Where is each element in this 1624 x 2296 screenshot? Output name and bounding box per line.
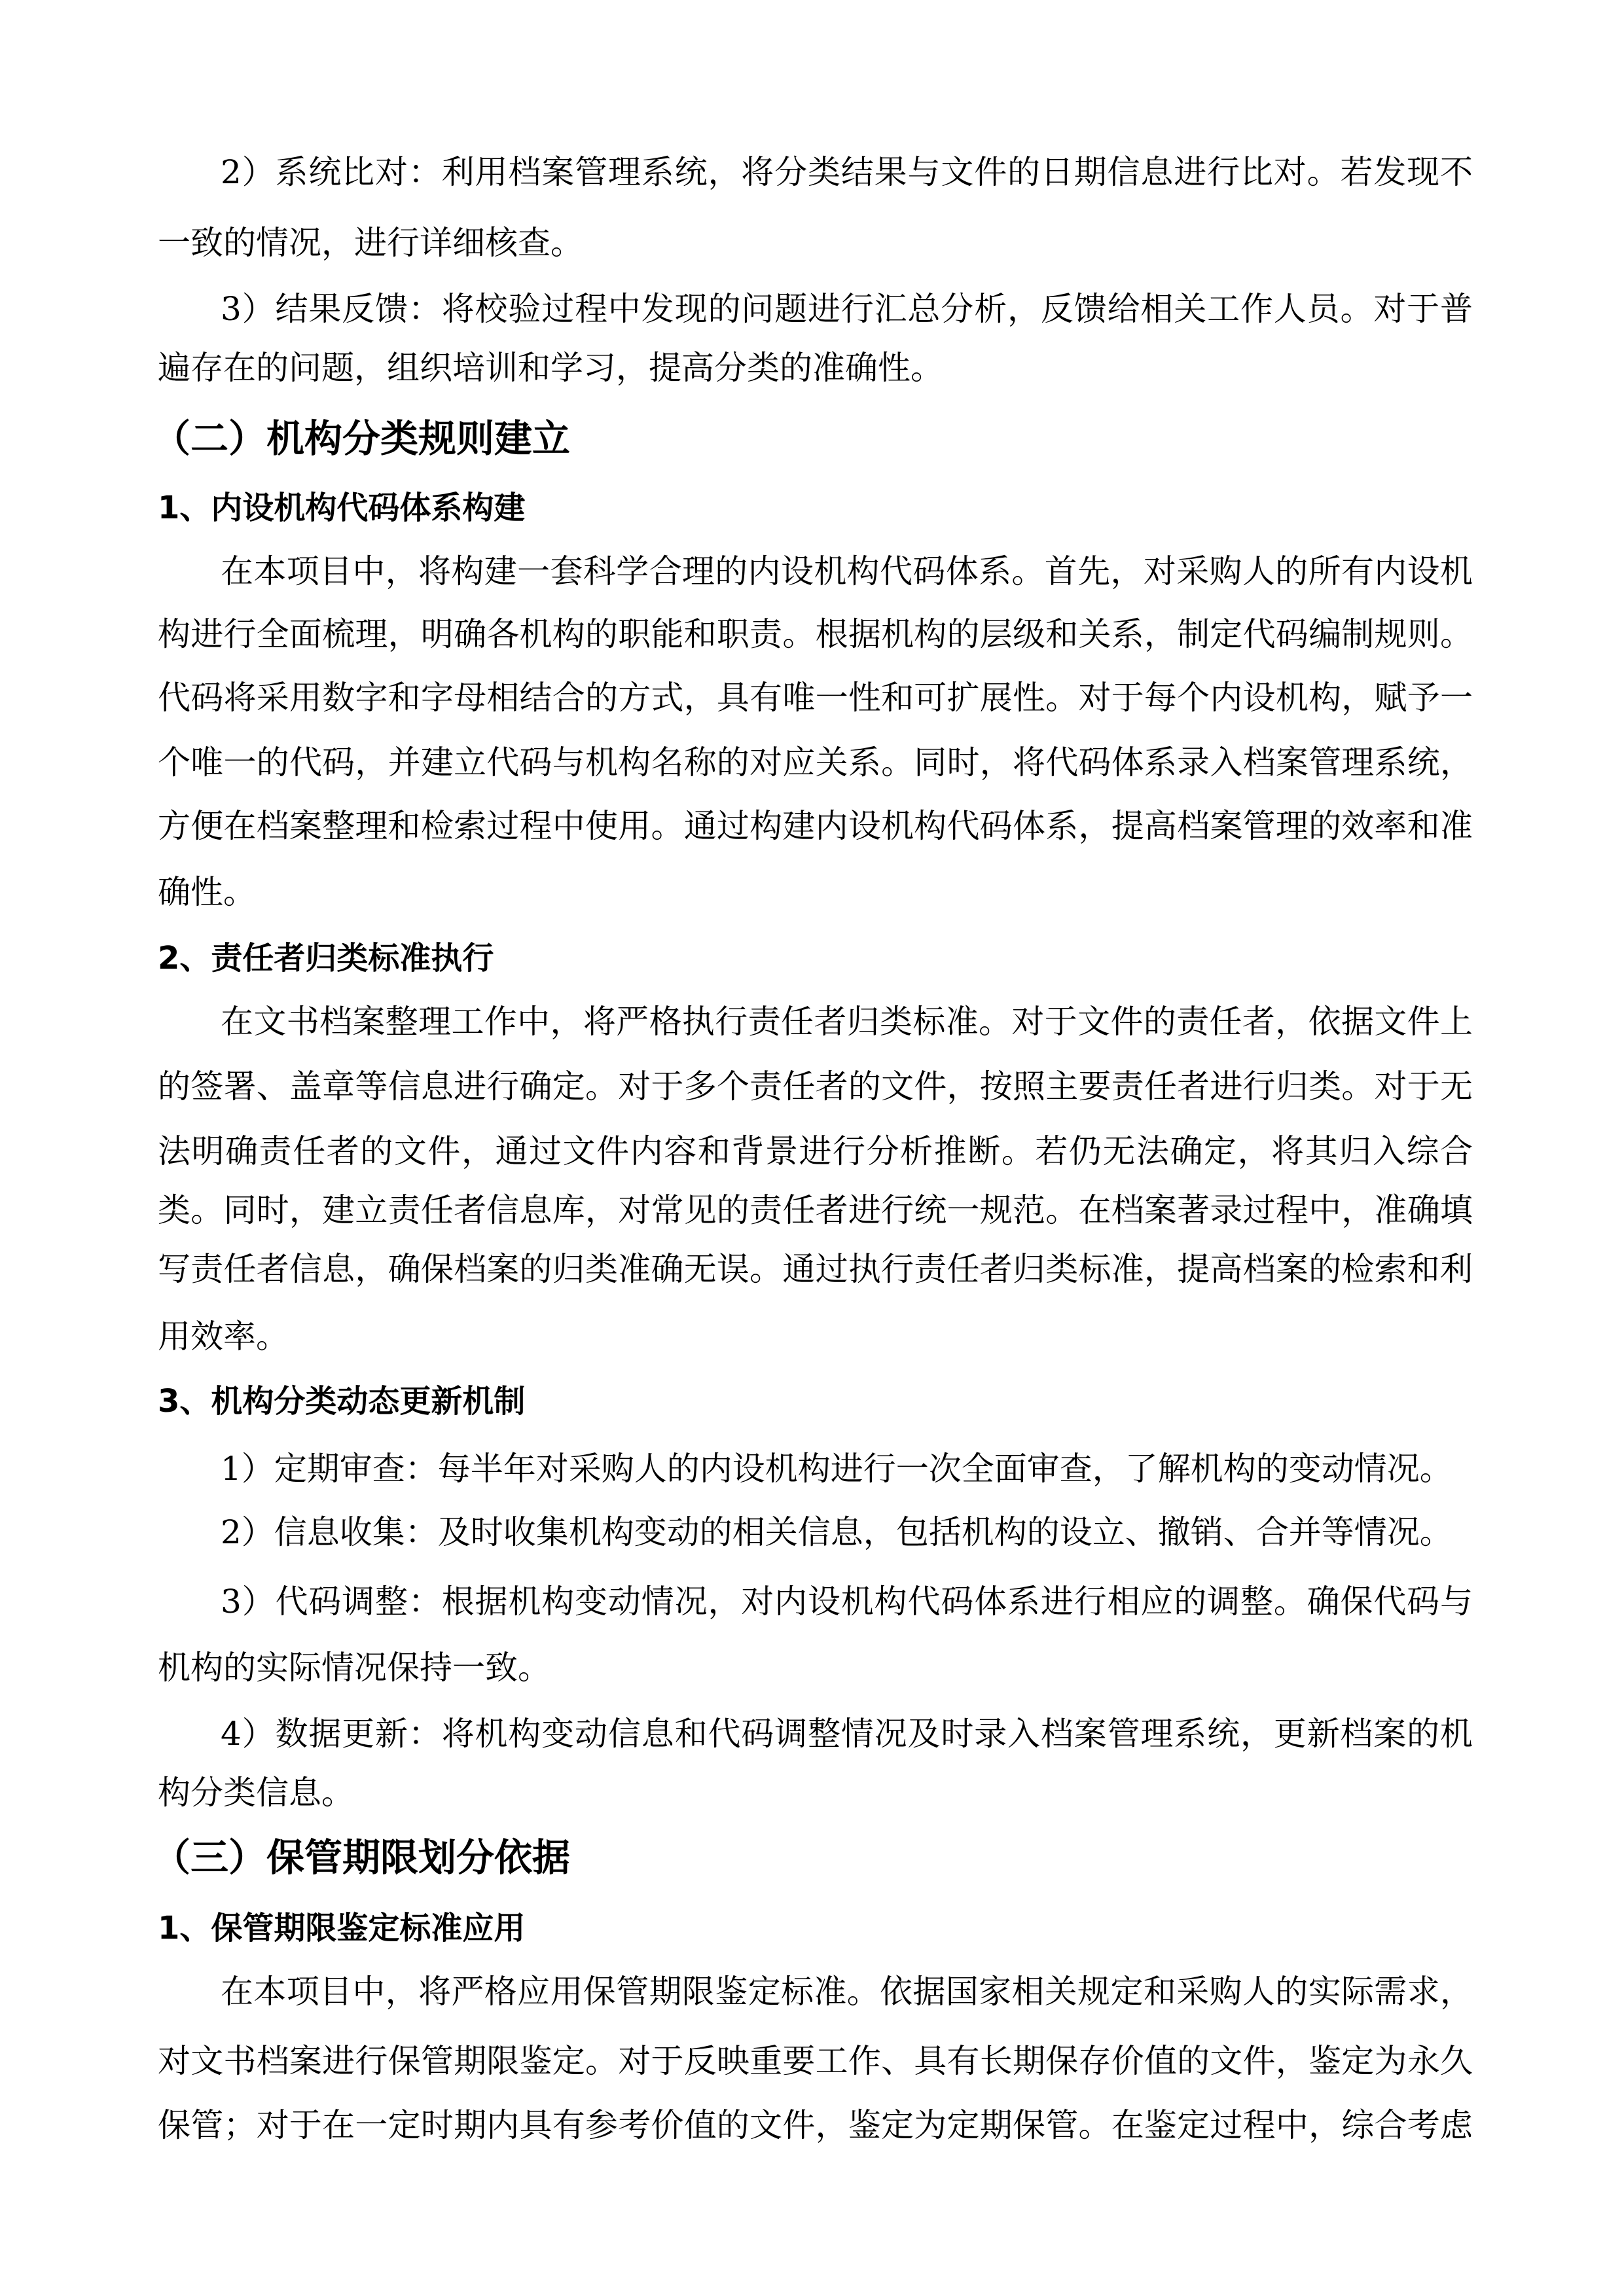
paragraph-line: 4）数据更新：将机构变动信息和代码调整情况及时录入档案管理系统，更新档案的机 bbox=[221, 1715, 1473, 1753]
paragraph-line: 机构的实际情况保持一致。 bbox=[158, 1649, 550, 1687]
paragraph-line: 构进行全面梳理，明确各机构的职能和职责。根据机构的层级和关系，制定代码编制规则。 bbox=[158, 615, 1473, 653]
subsection-heading: 1、内设机构代码体系构建 bbox=[158, 490, 526, 526]
paragraph-line: 在本项目中，将严格应用保管期限鉴定标准。依据国家相关规定和采购人的实际需求， bbox=[221, 1973, 1473, 2011]
paragraph-line: 代码将采用数字和字母相结合的方式，具有唯一性和可扩展性。对于每个内设机构，赋予一 bbox=[158, 679, 1473, 717]
paragraph-line: 遍存在的问题，组织培训和学习，提高分类的准确性。 bbox=[158, 349, 943, 387]
paragraph-line: 2）系统比对：利用档案管理系统，将分类结果与文件的日期信息进行比对。若发现不 bbox=[221, 153, 1473, 191]
paragraph-line: 在本项目中，将构建一套科学合理的内设机构代码体系。首先，对采购人的所有内设机 bbox=[221, 552, 1473, 590]
paragraph-line: 类。同时，建立责任者信息库，对常见的责任者进行统一规范。在档案著录过程中，准确填 bbox=[158, 1191, 1473, 1229]
paragraph-line: 2）信息收集：及时收集机构变动的相关信息，包括机构的设立、撤销、合并等情况。 bbox=[221, 1513, 1453, 1551]
paragraph-line: 3）结果反馈：将校验过程中发现的问题进行汇总分析，反馈给相关工作人员。对于普 bbox=[221, 290, 1473, 328]
paragraph-line: 方便在档案整理和检索过程中使用。通过构建内设机构代码体系，提高档案管理的效率和准 bbox=[158, 807, 1473, 845]
section-heading: （三）保管期限划分依据 bbox=[153, 1835, 571, 1880]
paragraph-line: 1）定期审查：每半年对采购人的内设机构进行一次全面审查，了解机构的变动情况。 bbox=[221, 1450, 1453, 1488]
paragraph-line: 对文书档案进行保管期限鉴定。对于反映重要工作、具有长期保存价值的文件，鉴定为永久 bbox=[158, 2042, 1473, 2080]
paragraph-line: 的签署、盖章等信息进行确定。对于多个责任者的文件，按照主要责任者进行归类。对于无 bbox=[158, 1067, 1473, 1105]
section-heading: （二）机构分类规则建立 bbox=[153, 416, 571, 461]
subsection-heading: 2、责任者归类标准执行 bbox=[158, 940, 494, 977]
paragraph-line: 用效率。 bbox=[158, 1318, 289, 1355]
paragraph-line: 法明确责任者的文件，通过文件内容和背景进行分析推断。若仍无法确定，将其归入综合 bbox=[158, 1132, 1473, 1170]
paragraph-line: 在文书档案整理工作中，将严格执行责任者归类标准。对于文件的责任者，依据文件上 bbox=[221, 1003, 1473, 1041]
paragraph-line: 构分类信息。 bbox=[158, 1774, 354, 1812]
paragraph-line: 保管；对于在一定时期内具有参考价值的文件，鉴定为定期保管。在鉴定过程中，综合考虑 bbox=[158, 2106, 1473, 2144]
paragraph-line: 写责任者信息，确保档案的归类准确无误。通过执行责任者归类标准，提高档案的检索和利 bbox=[158, 1250, 1473, 1288]
paragraph-line: 3）代码调整：根据机构变动情况，对内设机构代码体系进行相应的调整。确保代码与 bbox=[221, 1583, 1473, 1621]
paragraph-line: 确性。 bbox=[158, 873, 256, 911]
subsection-heading: 1、保管期限鉴定标准应用 bbox=[158, 1910, 526, 1946]
paragraph-line: 个唯一的代码，并建立代码与机构名称的对应关系。同时，将代码体系录入档案管理系统， bbox=[158, 744, 1473, 781]
subsection-heading: 3、机构分类动态更新机制 bbox=[158, 1383, 526, 1420]
paragraph-line: 一致的情况，进行详细核查。 bbox=[158, 224, 583, 262]
